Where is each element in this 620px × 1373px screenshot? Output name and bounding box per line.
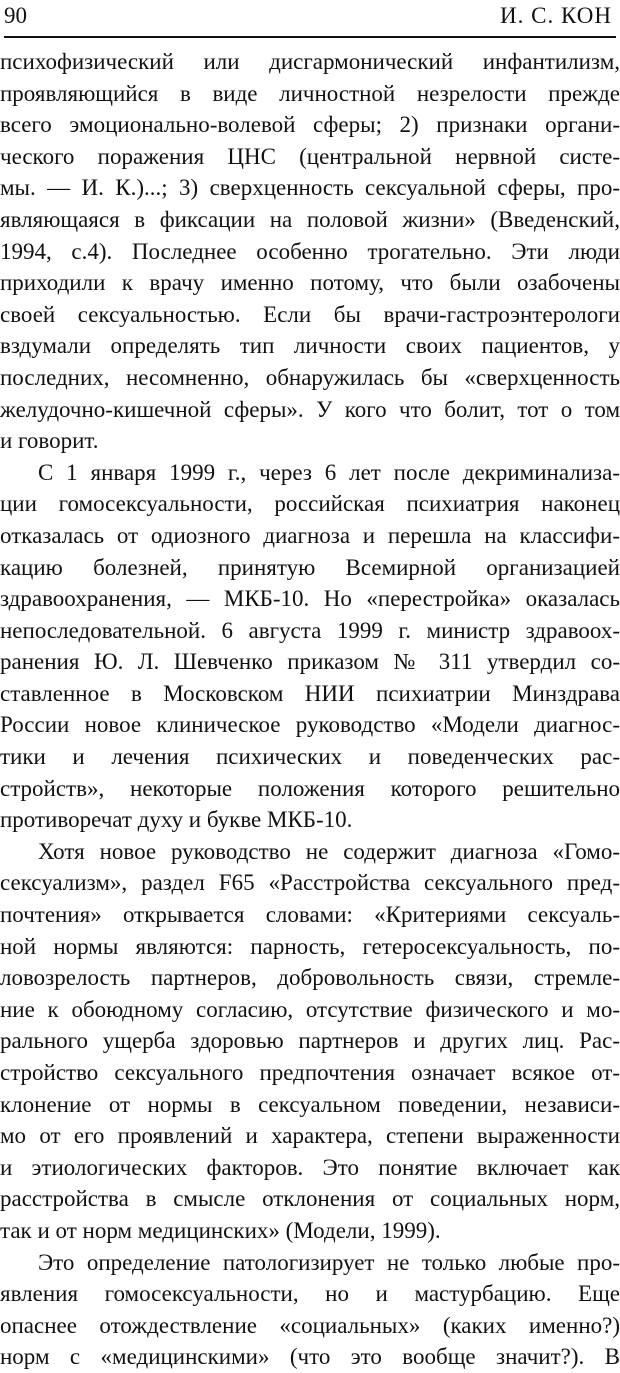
page-header xyxy=(4,0,612,34)
text-line: своей сексуальностью. Если бы врачи-гастроэнтерологи xyxy=(0,301,620,327)
text-line: мы. — И. К.)...; 3) сверхценность сексуальной сферы, про- xyxy=(0,175,620,201)
text-line: и говорит. xyxy=(0,428,99,454)
body-text xyxy=(0,46,620,1373)
text-line: ние к обоюдному согласию, отсутствие физического и мо- xyxy=(0,996,620,1022)
text-line: ставленное в Московском НИИ психиатрии Минздрава xyxy=(0,680,620,706)
text-line: проявляющийся в виде личностной незрелости прежде xyxy=(0,80,620,106)
text-line: психофизический или дисгармонический инфантилизм, xyxy=(0,49,620,74)
text-line: являющаяся в фиксации на половой жизни» (Введенский, xyxy=(0,206,620,232)
text-line: опаснее отождествление «социальных» (каких именно?) xyxy=(0,1312,620,1338)
text-line: всего эмоционально-волевой сферы; 2) признаки органи- xyxy=(0,112,620,138)
text-line: ческого поражения ЦНС (центральной нервной систе- xyxy=(0,143,620,169)
header-rule xyxy=(4,36,616,38)
text-line: явления гомосексуальности, но и мастурбацию. Еще xyxy=(0,1281,620,1307)
text-line: противоречат духу и букве МКБ-10. xyxy=(0,807,353,833)
text-line: тики и лечения психических и поведенческих рас- xyxy=(0,744,620,770)
text-line: здравоохранения, — МКБ-10. Но «перестройка» оказалась xyxy=(0,586,620,612)
text-line: ранения Ю. Л. Шевченко приказом № 311 утвердил со- xyxy=(0,649,620,675)
text-line: ции гомосексуальности, российская психиатрия наконец xyxy=(0,491,620,517)
text-line: почтения» открывается словами: «Критериями сексуаль- xyxy=(0,902,620,928)
text-line: и этиологических факторов. Это понятие включает как xyxy=(0,1154,620,1180)
text-line: стройство сексуального предпочтения означает всякое от- xyxy=(0,1060,620,1085)
paragraph-first-line: С 1 января 1999 г., через 6 лет после декриминализа- xyxy=(38,459,620,485)
text-line: стройств», некоторые положения которого решительно xyxy=(0,775,620,801)
text-line: кацию болезней, принятую Всемирной организацией xyxy=(0,554,620,580)
text-line: вздумали определять тип личности своих пациентов, у xyxy=(0,333,620,359)
text-line: желудочно-кишечной сферы». У кого что болит, тот о том xyxy=(0,396,620,422)
text-line: непоследовательной. 6 августа 1999 г. министр здравоох- xyxy=(0,617,620,643)
text-line: отказалась от одиозного диагноза и перешла на классифи- xyxy=(0,522,620,548)
text-line: 1994, с.4). Последнее особенно трогательно. Эти люди xyxy=(0,238,620,264)
running-head: И. С. КОН xyxy=(500,3,612,28)
paragraph-first-line: Хотя новое руководство не содержит диагноза «Гомо- xyxy=(38,838,620,864)
text-line: мо от его проявлений и характера, степени выраженности xyxy=(0,1123,620,1149)
text-line: сексуализм», раздел F65 «Расстройства сексуального пред- xyxy=(0,870,620,896)
paragraph-first-line: Это определение патологизирует не только любые про- xyxy=(38,1249,620,1275)
text-line: приходили к врачу именно потому, что были озабочены xyxy=(0,270,620,296)
text-line: так и от норм медицинских» (Модели, 1999). xyxy=(0,1217,441,1243)
text-line: ной нормы являются: парность, гетеросексуальность, по- xyxy=(0,933,620,959)
text-line: последних, несомненно, обнаружилась бы «сверхценность xyxy=(0,364,620,390)
text-line: России новое клиническое руководство «Модели диагнос- xyxy=(0,712,620,738)
text-line: норм с «медицинскими» (что это вообще значит?). В xyxy=(0,1344,620,1370)
page-number: 90 xyxy=(4,3,27,28)
text-line: расстройства в смысле отклонения от социальных норм, xyxy=(0,1186,620,1212)
text-line: рального ущерба здоровью партнеров и других лиц. Рас- xyxy=(0,1028,620,1054)
text-line: ловозрелость партнеров, добровольность связи, стремле- xyxy=(0,965,620,991)
text-line: клонение от нормы в сексуальном поведении, независи- xyxy=(0,1091,620,1117)
